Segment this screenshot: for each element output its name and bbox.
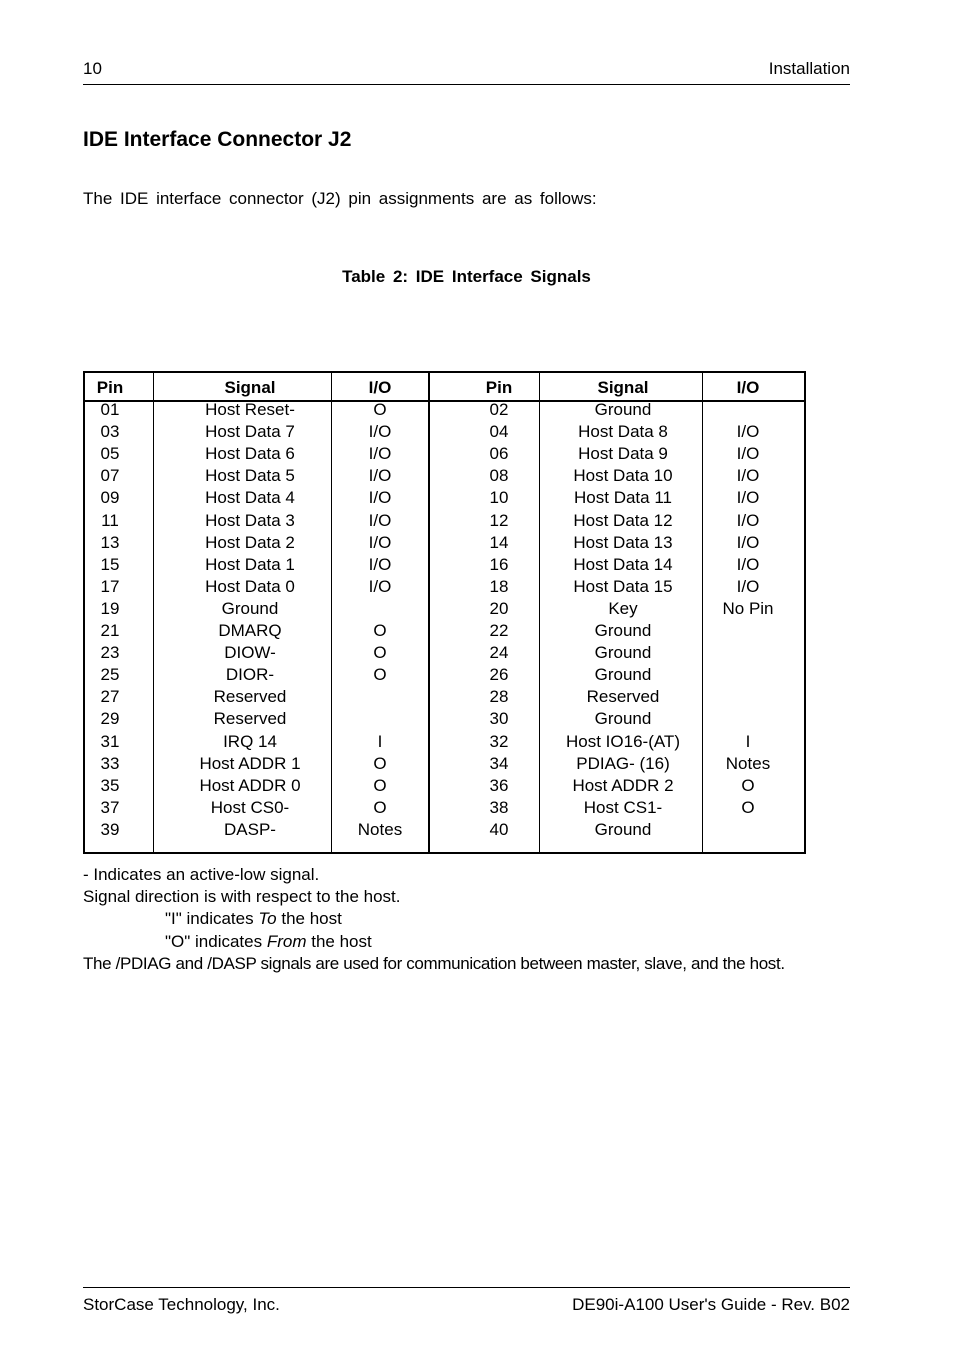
cell-io [698,708,798,730]
signals-table [83,371,806,854]
cell-pin: 18 [489,576,509,596]
cell-pin: 39 [100,819,120,839]
cell-io: O [373,621,387,640]
note-output-emphasis: From [266,931,307,951]
cell-signal: Ground [594,709,652,729]
cell-io: No Pin [722,598,774,618]
cell-signal: Host CS0- [210,797,290,817]
cell-io [698,620,798,642]
cell-pin: 13 [100,532,120,552]
cell-pin: 01 [100,400,120,419]
cell-signal: Ground [594,400,652,419]
note-output-text-end: the host [306,931,372,951]
column-header-io: I/O [736,378,760,397]
cell-pin: 06 [489,444,509,464]
cell-pin: 28 [489,687,509,707]
cell-signal: Host Reset- [205,400,295,419]
note-output-text: "O" indicates [165,931,267,951]
cell-signal: Host Data 3 [205,510,295,530]
cell-signal: Host Data 1 [205,554,295,574]
cell-signal: Host Data 4 [205,488,295,508]
cell-pin: 37 [100,797,120,817]
cell-signal: Reserved [213,687,287,707]
note-input-text-end: the host [276,909,342,929]
cell-pin: 19 [100,598,120,618]
cell-pin: 11 [101,510,119,530]
cell-pin: 26 [489,665,509,685]
cell-pin: 29 [100,709,120,729]
note-input-emphasis: To [258,909,277,929]
cell-io: I/O [736,554,760,574]
cell-pin: 03 [100,422,120,442]
cell-signal: Ground [594,643,652,663]
cell-signal: Host ADDR 0 [199,775,301,795]
cell-signal: DIOR- [225,665,275,685]
cell-pin: 32 [489,731,509,751]
section-title: IDE Interface Connector J2 [83,128,352,151]
cell-io: I/O [736,422,760,442]
cell-pin: 22 [489,621,509,640]
cell-io [698,642,798,664]
cell-pin: 08 [489,466,509,486]
cell-signal: Reserved [586,687,660,707]
cell-signal: DIOW- [224,643,276,663]
cell-pin: 25 [100,665,120,685]
cell-io: O [373,753,387,773]
page-number: 10 [83,59,102,78]
cell-io [335,708,425,730]
cell-io: I/O [368,422,392,442]
cell-io: I/O [368,488,392,508]
cell-pin: 17 [100,576,120,596]
cell-pin: 27 [100,687,120,707]
cell-pin: 16 [489,554,509,574]
cell-signal: Host Data 0 [205,576,295,596]
footer-guide: DE90i-A100 User's Guide - Rev. B02 [572,1295,850,1314]
cell-signal: IRQ 14 [223,731,277,751]
cell-pin: 02 [489,400,509,419]
cell-io: O [373,775,387,795]
cell-pin: 12 [489,510,509,530]
column-header-pin: Pin [96,378,124,397]
cell-signal: Host Data 8 [578,422,668,442]
cell-pin: 05 [100,444,120,464]
note-input-text: "I" indicates [165,909,259,929]
section-name: Installation [768,59,850,78]
cell-signal: Ground [594,621,652,640]
cell-signal: Host ADDR 1 [199,753,301,773]
cell-pin: 21 [100,621,120,640]
cell-pin: 23 [100,643,120,663]
cell-io [698,686,798,708]
cell-pin: 24 [489,643,509,663]
cell-io: I/O [368,444,392,464]
cell-signal: Reserved [213,709,287,729]
cell-signal: Host Data 13 [573,532,673,552]
footer-rule [83,1287,850,1288]
note-input [83,908,785,930]
cell-signal: Ground [221,598,279,618]
cell-pin: 15 [100,554,120,574]
cell-pin: 33 [100,753,120,773]
cell-io: I/O [368,466,392,486]
cell-signal: Ground [594,819,652,839]
cell-io: Notes [725,753,771,773]
cell-signal: Host IO16-(AT) [566,731,680,751]
cell-io [335,686,425,708]
cell-signal: DMARQ [218,621,282,640]
cell-io: I [745,731,751,751]
cell-io: O [373,665,387,685]
cell-io: I/O [368,532,392,552]
note-active-low: - Indicates an active-low signal. [83,865,320,884]
cell-signal: Host Data 14 [573,554,673,574]
cell-io: I/O [368,576,392,596]
cell-pin: 31 [100,731,120,751]
cell-pin: 14 [489,532,509,552]
cell-signal: Host Data 6 [205,444,295,464]
cell-pin: 04 [489,422,509,442]
cell-io: I/O [736,466,760,486]
cell-io: I/O [736,510,760,530]
cell-pin: 09 [100,488,120,508]
cell-pin: 34 [489,753,509,773]
cell-io [698,664,798,686]
cell-io: O [741,775,755,795]
cell-signal: Ground [594,665,652,685]
cell-io: O [741,797,755,817]
cell-io: I/O [736,488,760,508]
table-notes [83,864,785,975]
cell-io: O [373,643,387,663]
cell-io: I/O [736,444,760,464]
cell-signal: Host Data 12 [573,510,673,530]
cell-signal: Host Data 5 [205,466,295,486]
cell-io [698,819,798,841]
cell-signal: Host Data 7 [205,422,295,442]
column-header-pin: Pin [485,378,513,397]
cell-io: O [373,400,387,419]
cell-pin: 30 [489,709,509,729]
cell-io: I [377,731,383,751]
cell-signal: Host Data 9 [578,444,668,464]
cell-pin: 36 [489,775,509,795]
cell-signal: Host Data 10 [573,466,673,486]
cell-signal: Key [608,598,638,618]
cell-pin: 10 [489,488,509,508]
cell-io: I/O [736,576,760,596]
note-output [83,931,785,953]
cell-signal: Host Data 15 [573,576,673,596]
table-caption: Table 2: IDE Interface Signals [342,267,591,286]
cell-io: I/O [368,554,392,574]
cell-signal: Host CS1- [583,797,663,817]
intro-paragraph: The IDE interface connector (J2) pin assignments are as follows: [83,189,597,208]
cell-pin: 40 [489,819,509,839]
column-divider [153,373,154,852]
cell-pin: 20 [489,598,509,618]
cell-io [335,598,425,620]
note-pdiag-dasp: The /PDIAG and /DASP signals are used for communication between master, slave, and the host. [83,953,785,973]
cell-signal: DASP- [224,819,276,839]
cell-signal: Host ADDR 2 [572,775,674,795]
cell-signal: PDIAG- (16) [576,753,670,773]
note-direction: Signal direction is with respect to the host. [83,887,401,907]
footer-company: StorCase Technology, Inc. [83,1295,280,1314]
cell-signal: Host Data 2 [205,532,295,552]
column-divider [428,373,430,852]
cell-pin: 07 [100,466,120,486]
cell-io: O [373,797,387,817]
cell-io: I/O [368,510,392,530]
cell-io: Notes [357,819,403,839]
column-header-signal: Signal [224,378,276,397]
header-rule [83,84,850,85]
cell-pin: 38 [489,797,509,817]
cell-io: I/O [736,532,760,552]
cell-pin: 35 [100,775,120,795]
cell-io [698,399,798,421]
column-header-signal: Signal [597,378,649,397]
cell-signal: Host Data 11 [574,488,672,508]
column-header-io: I/O [368,378,392,397]
